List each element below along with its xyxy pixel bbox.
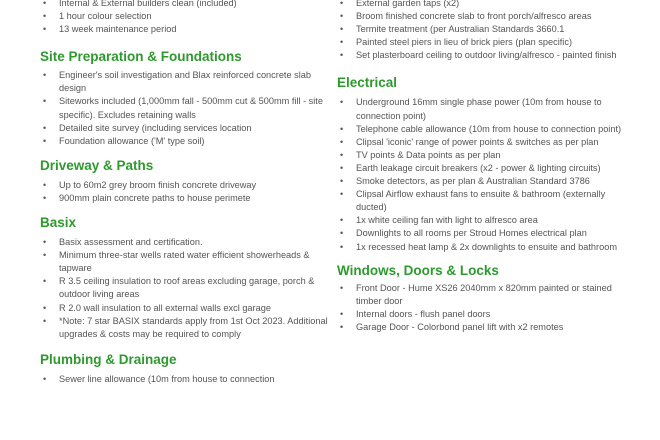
section-heading: Site Preparation & Foundations	[40, 49, 242, 65]
list-item: • Engineer's soil investigation and Blax reinforced concrete slab design	[40, 69, 340, 95]
list-item: • Internal & External builders clean (included)	[40, 0, 340, 10]
list-item: • Clipsal 'iconic' range of power points & switches as per plan	[337, 136, 637, 149]
list-item: • *Note: 7 star BASIX standards apply from 1st Oct 2023. Additional upgrades & costs may be required to comply	[40, 315, 340, 341]
right-top-list	[337, 0, 637, 62]
list-item: • 900mm plain concrete paths to house perimete	[40, 192, 340, 205]
section-heading: Electrical	[337, 75, 398, 91]
list-item: • 1x recessed heat lamp & 2x downlights to ensuite and bathroom	[337, 241, 637, 254]
list-item: • R 3.5 ceiling insulation to roof areas excluding garage, porch & outdoor living areas	[40, 275, 340, 301]
list-item: • Earth leakage circuit breakers (x2 - power & lighting circuits)	[337, 162, 637, 175]
section-heading: Windows, Doors & Locks	[337, 262, 499, 278]
list-item: • Sewer line allowance (10m from house to connection	[40, 373, 340, 386]
list-item: • Set plasterboard ceiling to outdoor living/alfresco - painted finish	[337, 49, 637, 62]
list-item: • Telephone cable allowance (10m from house to connection point)	[337, 123, 637, 136]
section-basix	[40, 215, 340, 341]
section-list	[40, 179, 340, 205]
list-item: • Internal doors - flush panel doors	[337, 308, 637, 321]
section-driveway-paths	[40, 158, 340, 205]
section-list	[40, 373, 340, 386]
list-item: • Front Door - Hume XS26 2040mm x 820mm painted or stained timber door	[337, 282, 637, 308]
section-heading: Basix	[40, 215, 77, 231]
list-item: • Detailed site survey (including services location	[40, 122, 340, 135]
section-electrical	[337, 75, 637, 253]
list-item: • Broom finished concrete slab to front porch/alfresco areas	[337, 10, 637, 23]
section-list	[40, 69, 340, 148]
list-item: • TV points & Data points as per plan	[337, 149, 637, 162]
list-item: • Basix assessment and certification.	[40, 236, 340, 249]
list-item: • Underground 16mm single phase power (10m from house to connection point)	[337, 96, 637, 122]
list-item: • Foundation allowance ('M' type soil)	[40, 135, 340, 148]
list-item: • Clipsal Airflow exhaust fans to ensuite & bathroom (externally ducted)	[337, 188, 637, 214]
list-item: • R 2.0 wall insulation to all external walls excl garage	[40, 302, 340, 315]
list-item: • 1 hour colour selection	[40, 10, 340, 23]
list-item: • 13 week maintenance period	[40, 23, 340, 36]
list-item: • Minimum three-star wells rated water efficient showerheads & tapware	[40, 249, 340, 275]
list-item: • Up to 60m2 grey broom finish concrete driveway	[40, 179, 340, 192]
section-list	[40, 236, 340, 341]
list-item: • Painted steel piers in lieu of brick piers (plan specific)	[337, 36, 637, 49]
left-top-list	[40, 0, 340, 36]
section-heading: Driveway & Paths	[40, 157, 154, 173]
left-column	[40, 0, 340, 386]
section-plumbing-drainage	[40, 352, 340, 386]
right-column	[337, 0, 637, 334]
section-windows-doors-locks	[337, 263, 637, 334]
list-item: • Smoke detectors, as per plan & Australian Standard 3786	[337, 175, 637, 188]
section-heading: Plumbing & Drainage	[40, 351, 177, 367]
section-list	[337, 96, 637, 253]
list-item: • Siteworks included (1,000mm fall - 500mm cut & 500mm fill - site specific). Excludes retaining walls	[40, 95, 340, 121]
section-list	[337, 282, 637, 334]
section-site-preparation	[40, 49, 340, 148]
list-item: • External garden taps (x2)	[337, 0, 637, 10]
list-item: • 1x white ceiling fan with light to alfresco area	[337, 214, 637, 227]
list-item: • Termite treatment (per Australian Standards 3660.1	[337, 23, 637, 36]
list-item: • Garage Door - Colorbond panel lift with x2 remotes	[337, 321, 637, 334]
list-item: • Downlights to all rooms per Stroud Homes electrical plan	[337, 227, 637, 240]
